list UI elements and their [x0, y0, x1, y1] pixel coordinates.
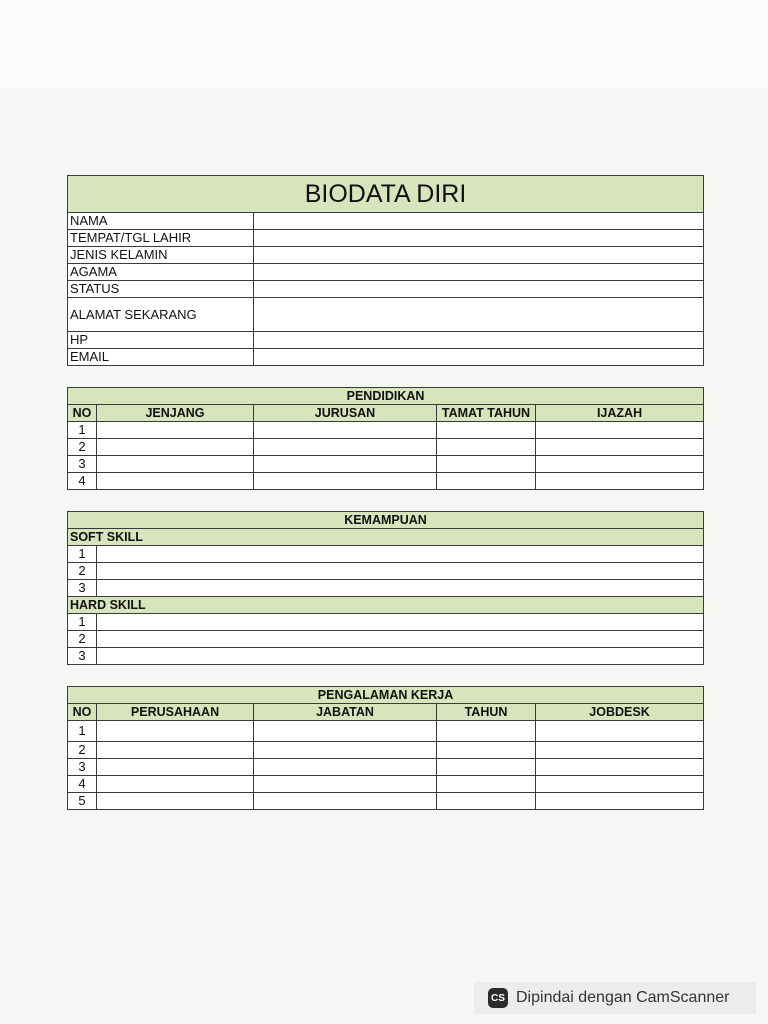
table-row: [68, 721, 704, 742]
field-value-hp[interactable]: [254, 332, 704, 349]
col-header-tahun: TAHUN: [437, 704, 536, 721]
camscanner-text: Dipindai dengan CamScanner: [516, 989, 730, 1006]
field-label-ttl: TEMPAT/TGL LAHIR: [68, 230, 254, 247]
row-number: 2: [68, 563, 97, 580]
field-value-ttl[interactable]: [254, 230, 704, 247]
table-row: [68, 422, 704, 439]
table-cell[interactable]: [536, 759, 704, 776]
table-row: [68, 742, 704, 759]
table-row: [68, 631, 704, 648]
field-value-alamat[interactable]: [254, 298, 704, 332]
table-row: [68, 776, 704, 793]
table-cell[interactable]: [254, 721, 437, 742]
table-cell[interactable]: [254, 793, 437, 810]
table-cell[interactable]: [254, 759, 437, 776]
table-cell[interactable]: [437, 422, 536, 439]
field-label-email: EMAIL: [68, 349, 254, 366]
pendidikan-table: [67, 387, 704, 490]
table-cell[interactable]: [97, 473, 254, 490]
col-header-jurusan: JURUSAN: [254, 405, 437, 422]
table-cell[interactable]: [97, 614, 704, 631]
table-cell[interactable]: [254, 742, 437, 759]
table-cell[interactable]: [254, 473, 437, 490]
table-row: [68, 456, 704, 473]
table-row: [68, 546, 704, 563]
table-cell[interactable]: [536, 776, 704, 793]
col-header-ijazah: IJAZAH: [536, 405, 704, 422]
table-cell[interactable]: [437, 776, 536, 793]
table-cell[interactable]: [536, 793, 704, 810]
pengalaman-table: [67, 686, 704, 810]
row-number: 4: [68, 776, 97, 793]
table-cell[interactable]: [536, 742, 704, 759]
row-number: 4: [68, 473, 97, 490]
table-cell[interactable]: [97, 563, 704, 580]
col-header-no: NO: [68, 405, 97, 422]
field-label-nama: NAMA: [68, 213, 254, 230]
table-row: [68, 759, 704, 776]
table-cell[interactable]: [437, 759, 536, 776]
table-cell[interactable]: [97, 648, 704, 665]
field-label-jenis-kelamin: JENIS KELAMIN: [68, 247, 254, 264]
row-number: 2: [68, 631, 97, 648]
table-cell[interactable]: [437, 456, 536, 473]
kemampuan-title: KEMAMPUAN: [68, 512, 704, 529]
table-row: [68, 793, 704, 810]
table-cell[interactable]: [536, 721, 704, 742]
row-number: 1: [68, 721, 97, 742]
pengalaman-title: PENGALAMAN KERJA: [68, 687, 704, 704]
row-number: 5: [68, 793, 97, 810]
field-value-agama[interactable]: [254, 264, 704, 281]
row-number: 1: [68, 614, 97, 631]
row-number: 3: [68, 580, 97, 597]
field-label-alamat: ALAMAT SEKARANG: [68, 298, 254, 332]
table-cell[interactable]: [254, 776, 437, 793]
table-cell[interactable]: [437, 793, 536, 810]
row-number: 1: [68, 546, 97, 563]
table-cell[interactable]: [97, 631, 704, 648]
table-cell[interactable]: [97, 759, 254, 776]
table-cell[interactable]: [97, 742, 254, 759]
biodata-table: [67, 175, 704, 366]
col-header-tamat-tahun: TAMAT TAHUN: [437, 405, 536, 422]
camscanner-logo-icon: CS: [488, 988, 508, 1008]
table-cell[interactable]: [97, 422, 254, 439]
col-header-perusahaan: PERUSAHAAN: [97, 704, 254, 721]
table-cell[interactable]: [97, 439, 254, 456]
row-number: 3: [68, 648, 97, 665]
table-row: [68, 648, 704, 665]
table-cell[interactable]: [97, 580, 704, 597]
table-cell[interactable]: [437, 721, 536, 742]
table-row: [68, 614, 704, 631]
table-cell[interactable]: [97, 456, 254, 473]
table-cell[interactable]: [254, 456, 437, 473]
table-cell[interactable]: [254, 439, 437, 456]
camscanner-watermark: [474, 982, 756, 1014]
hard-skill-label: HARD SKILL: [68, 597, 704, 614]
table-cell[interactable]: [437, 473, 536, 490]
table-cell[interactable]: [536, 439, 704, 456]
table-cell[interactable]: [97, 546, 704, 563]
field-label-hp: HP: [68, 332, 254, 349]
row-number: 2: [68, 439, 97, 456]
col-header-jabatan: JABATAN: [254, 704, 437, 721]
field-value-email[interactable]: [254, 349, 704, 366]
kemampuan-table: [67, 511, 704, 665]
table-cell[interactable]: [97, 793, 254, 810]
table-row: [68, 439, 704, 456]
field-value-jenis-kelamin[interactable]: [254, 247, 704, 264]
field-value-status[interactable]: [254, 281, 704, 298]
col-header-jenjang: JENJANG: [97, 405, 254, 422]
field-label-agama: AGAMA: [68, 264, 254, 281]
col-header-no: NO: [68, 704, 97, 721]
table-cell[interactable]: [536, 473, 704, 490]
table-cell[interactable]: [437, 742, 536, 759]
table-row: [68, 563, 704, 580]
table-cell[interactable]: [97, 776, 254, 793]
col-header-jobdesk: JOBDESK: [536, 704, 704, 721]
biodata-title: BIODATA DIRI: [68, 176, 704, 213]
table-cell[interactable]: [97, 721, 254, 742]
row-number: 3: [68, 759, 97, 776]
page-background: [0, 0, 768, 88]
pendidikan-title: PENDIDIKAN: [68, 388, 704, 405]
row-number: 3: [68, 456, 97, 473]
table-cell[interactable]: [254, 422, 437, 439]
table-cell[interactable]: [536, 422, 704, 439]
table-row: [68, 580, 704, 597]
field-label-status: STATUS: [68, 281, 254, 298]
table-cell[interactable]: [437, 439, 536, 456]
row-number: 1: [68, 422, 97, 439]
table-cell[interactable]: [536, 456, 704, 473]
table-row: [68, 473, 704, 490]
soft-skill-label: SOFT SKILL: [68, 529, 704, 546]
row-number: 2: [68, 742, 97, 759]
field-value-nama[interactable]: [254, 213, 704, 230]
